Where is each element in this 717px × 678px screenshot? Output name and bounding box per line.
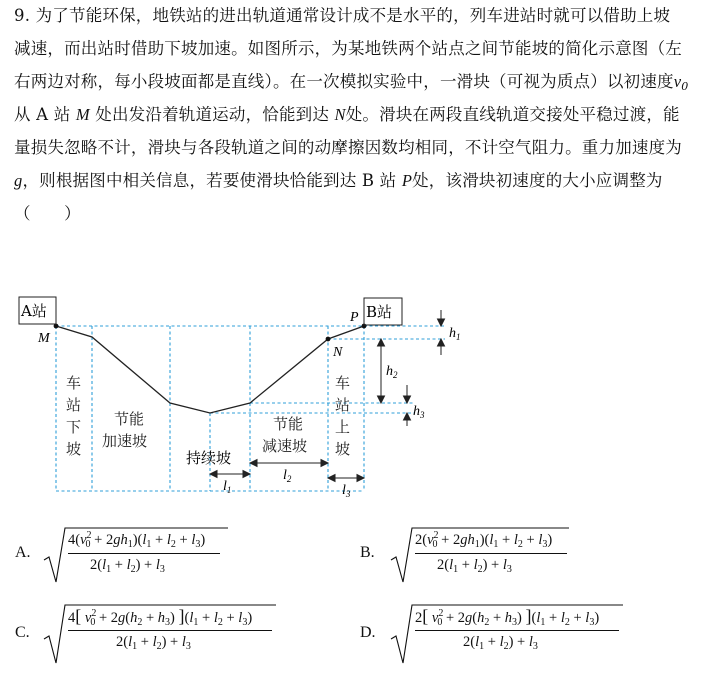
problem-line-4: 从 A 站 M 处出发沿着轨道运动，恰能到达 N处。滑块在两段直线轨道交接处平稳过渡，能 [14,105,680,124]
svg-text:车: 车 [335,374,351,392]
l2-marker [250,460,328,467]
option-a-numerator: $4(v^2_0 + 2gh_1)(l_1 + l_2 + l_3)$ [68,530,206,550]
l3-marker [328,475,364,482]
option-a-denominator: $2(l_1 + l_2) + l_3$ [90,557,165,575]
option-d[interactable] [345,598,705,673]
h2-marker [378,339,385,403]
question-number: 9. [14,6,31,25]
station-a-label: A站 [21,302,47,320]
problem-text [14,6,707,237]
station-b-label: B站 [366,303,393,321]
zone-station-up [335,374,350,458]
option-a[interactable] [0,520,340,590]
option-b[interactable] [345,520,685,590]
point-n-dot [326,337,331,342]
option-b-denominator: $2(l_1 + l_2) + l_3$ [437,557,512,575]
zone-energy-accel [102,410,147,450]
option-b-numerator: $2(v^2_0 + 2gh_1)(l_1 + l_2 + l_3)$ [415,530,553,550]
l3-label: $l_3$ [342,483,351,499]
option-c-denominator: $2(l_1 + l_2) + l_3$ [116,634,191,652]
zone-energy-decel [262,415,307,455]
problem-line-5: 量损失忽略不计，滑块与各段轨道之间的动摩擦因数均相同，不计空气阻力。重力加速度为 [14,138,682,157]
svg-text:车: 车 [66,374,82,392]
option-a-label: A. [15,544,31,561]
option-c-formula [68,606,272,652]
option-c-numerator: 4[ $v^2_0 + 2g(h_2 + h_3) ](l_1 + l_2 + l_3)$ [68,606,253,628]
svg-text:节能: 节能 [273,415,304,433]
svg-text:上: 上 [335,418,351,436]
zone-continuous: 持续坡 [186,449,232,467]
problem-line-2: 减速，而出站时借助下坡加速。如图所示，为某地铁两个站点之间节能坡的简化示意图（左 [14,39,682,58]
h3-marker [404,385,411,426]
l1-marker [210,471,250,478]
g-symbol: g [14,171,23,190]
h1-label: $h_1$ [449,326,461,342]
svg-text:坡: 坡 [335,440,351,458]
option-d-label: D. [360,624,376,641]
svg-text:站: 站 [66,396,82,414]
svg-text:减速坡: 减速坡 [262,437,308,455]
n-symbol: N [334,105,346,124]
svg-text:节能: 节能 [114,410,145,428]
option-d-formula [415,606,619,652]
problem-line-3: 右两边对称，每小段坡面都是直线）。在一次模拟实验中，一滑块（可视为质点）以初速度$v_0$ [14,72,689,93]
l1-label: $l_1$ [223,479,232,495]
svg-text:站: 站 [335,396,351,414]
option-a-formula [68,530,220,575]
option-d-numerator: 2[ $v^2_0 + 2g(h_2 + h_3) ](l_1 + l_2 + l_3)$ [415,606,600,628]
track-line [56,326,364,413]
option-b-label: B. [360,544,375,561]
track-diagram [0,290,470,505]
label-n: N [333,345,343,360]
zone-station-down [66,374,81,458]
h3-label: $h_3$ [413,404,425,420]
h1-marker [438,310,445,355]
svg-text:坡: 坡 [66,440,82,458]
problem-line-1: 9. 为了节能环保，地铁站的进出轨道通常设计成不是水平的，列车进站时就可以借助上坡 [14,6,671,25]
svg-text:加速坡: 加速坡 [102,432,148,450]
option-b-formula [415,530,567,575]
label-m: M [38,331,50,346]
dashed-guides [56,326,445,491]
answer-blank: （ ） [14,204,81,223]
svg-text:下: 下 [66,418,82,436]
l2-label: $l_2$ [283,468,292,484]
v0-symbol: v [673,72,682,91]
h2-label: $h_2$ [386,364,398,380]
option-c[interactable] [0,598,340,673]
label-p: P [350,310,359,325]
problem-line-6: g，则根据图中相关信息，若要使滑块恰能到达 B 站 P处，该滑块初速度的大小应调整为 [14,171,663,190]
option-d-denominator: $2(l_1 + l_2) + l_3$ [463,634,538,652]
option-c-label: C. [15,624,30,641]
m-symbol: M [75,105,90,124]
p-symbol: P [401,171,413,190]
